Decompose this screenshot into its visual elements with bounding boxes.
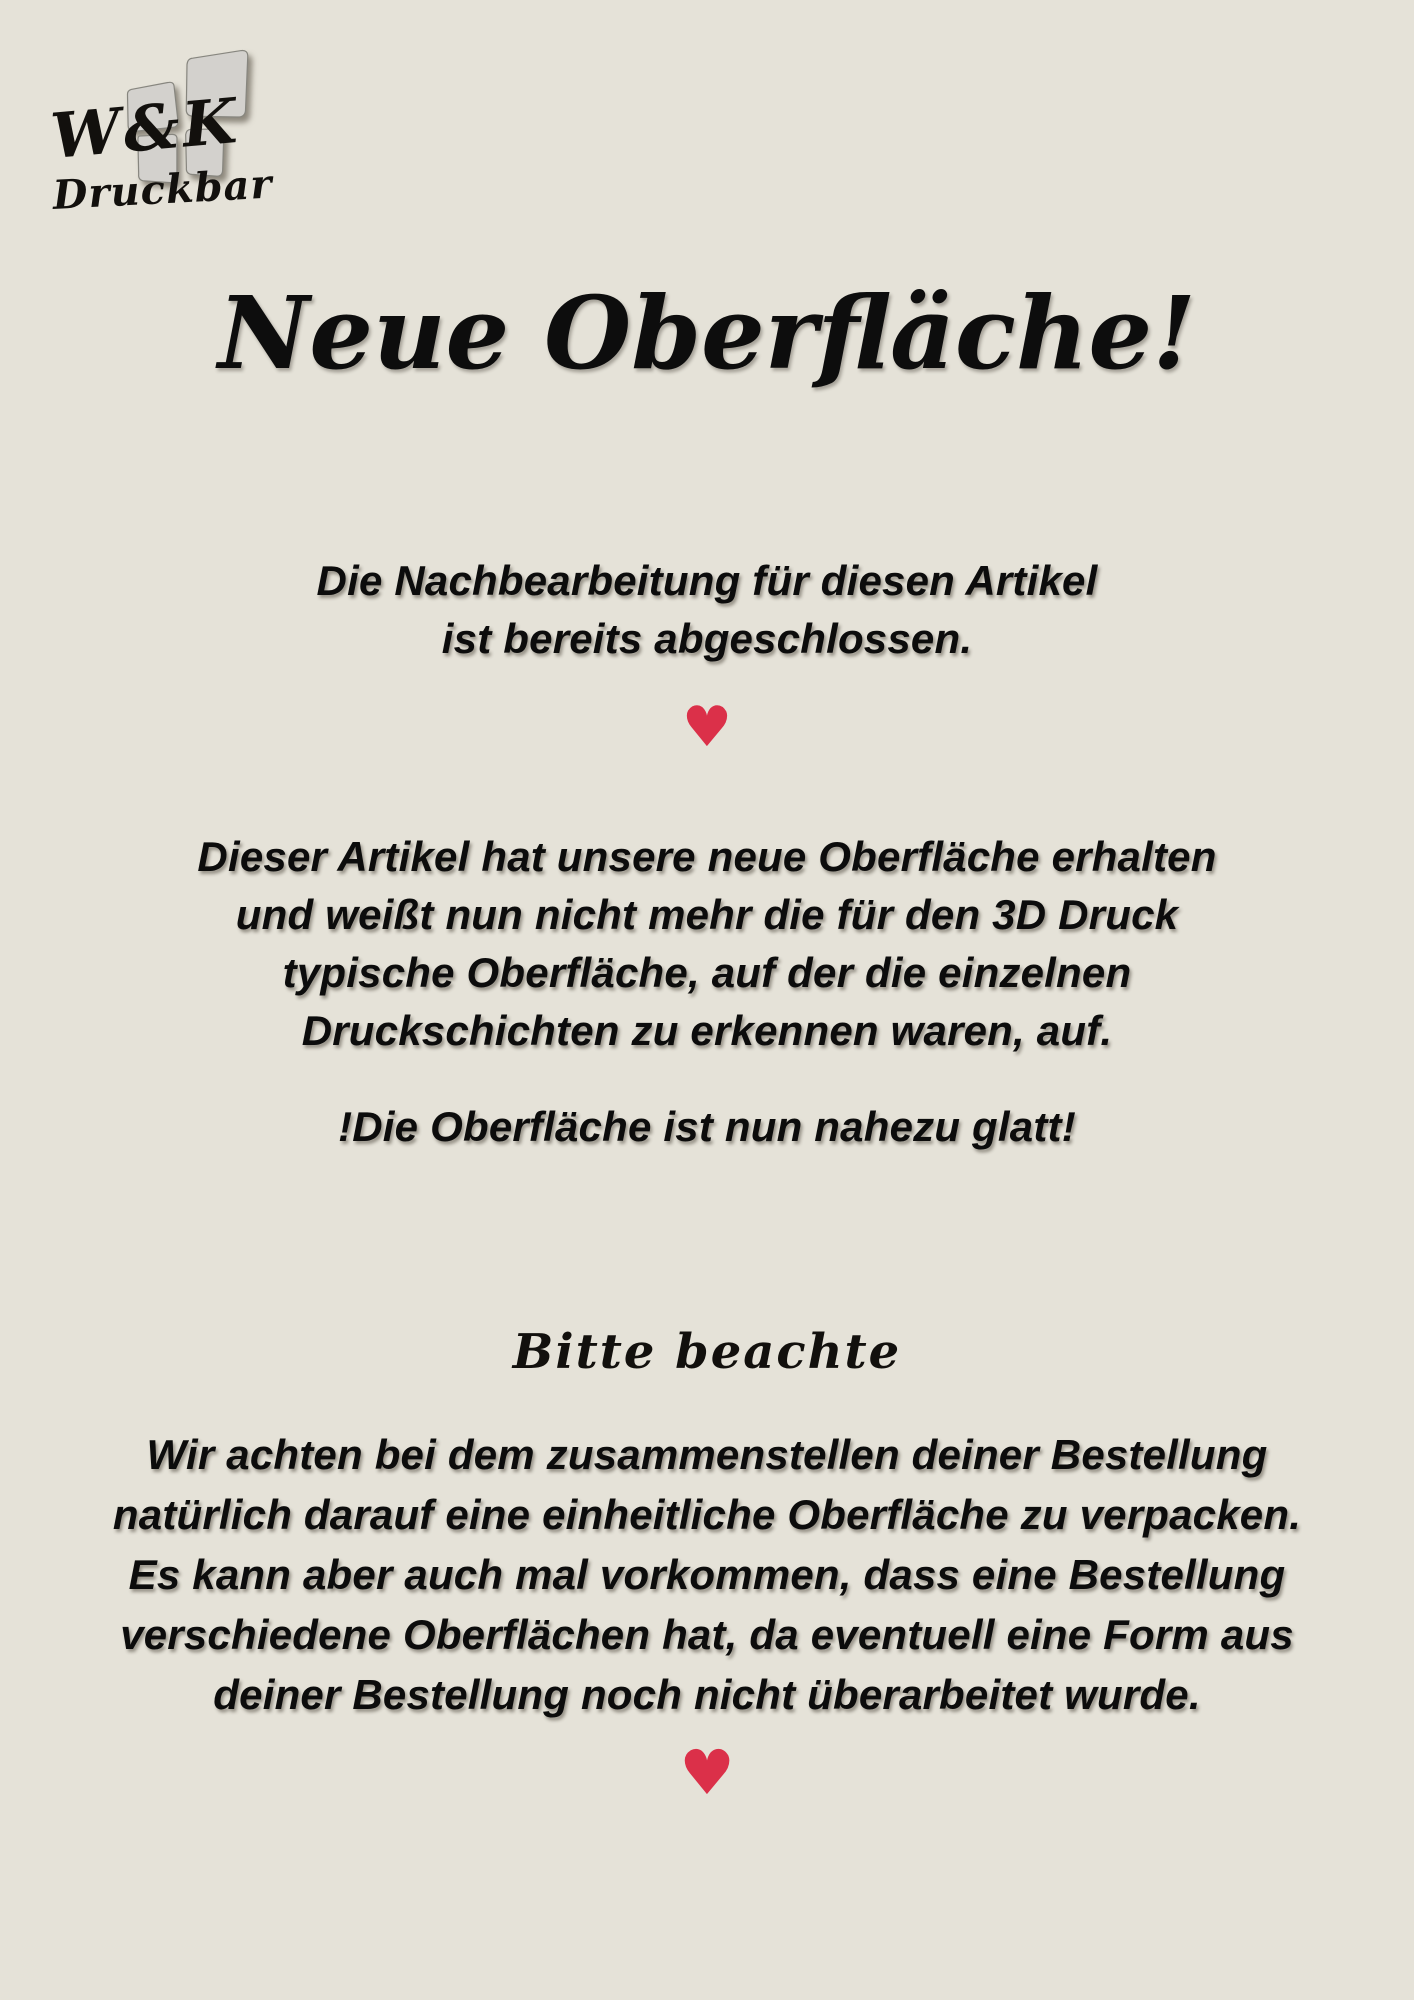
logo-wordmark: W&K [48, 83, 243, 173]
highlight-line: !Die Oberfläche ist nun nahezu glatt! [338, 1103, 1076, 1150]
text-line: deiner Bestellung noch nicht überarbeitet wurde. [213, 1671, 1201, 1718]
details-paragraph [0, 828, 1414, 1060]
logo-subtitle: Druckbar [51, 160, 274, 219]
text-line: Wir achten bei dem zusammenstellen deiner Bestellung [146, 1431, 1268, 1478]
text-line: natürlich darauf eine einheitliche Oberfläche zu verpacken. [112, 1491, 1302, 1538]
text-line: Druckschichten zu erkennen waren, auf. [301, 1007, 1113, 1054]
heart-icon: ♥ [679, 1736, 735, 1809]
logo [48, 36, 282, 226]
text-line: Es kann aber auch mal vorkommen, dass eine Bestellung [128, 1551, 1286, 1598]
note-paragraph [0, 1425, 1414, 1725]
text-line: typische Oberfläche, auf der die einzelnen [282, 949, 1132, 996]
intro-paragraph [0, 552, 1414, 668]
text-line: Dieser Artikel hat unsere neue Oberfläche erhalten [197, 833, 1217, 880]
heart-icon: ♥ [681, 695, 733, 760]
note-heading: Bitte beachte [512, 1324, 902, 1380]
text-line: Die Nachbearbeitung für diesen Artikel [316, 557, 1098, 604]
text-line: ist bereits abgeschlossen. [441, 615, 973, 662]
text-line: verschiedene Oberflächen hat, da eventuell eine Form aus [120, 1611, 1294, 1658]
text-line: und weißt nun nicht mehr die für den 3D Druck [235, 891, 1179, 938]
page-title: Neue Oberfläche! [217, 274, 1197, 392]
